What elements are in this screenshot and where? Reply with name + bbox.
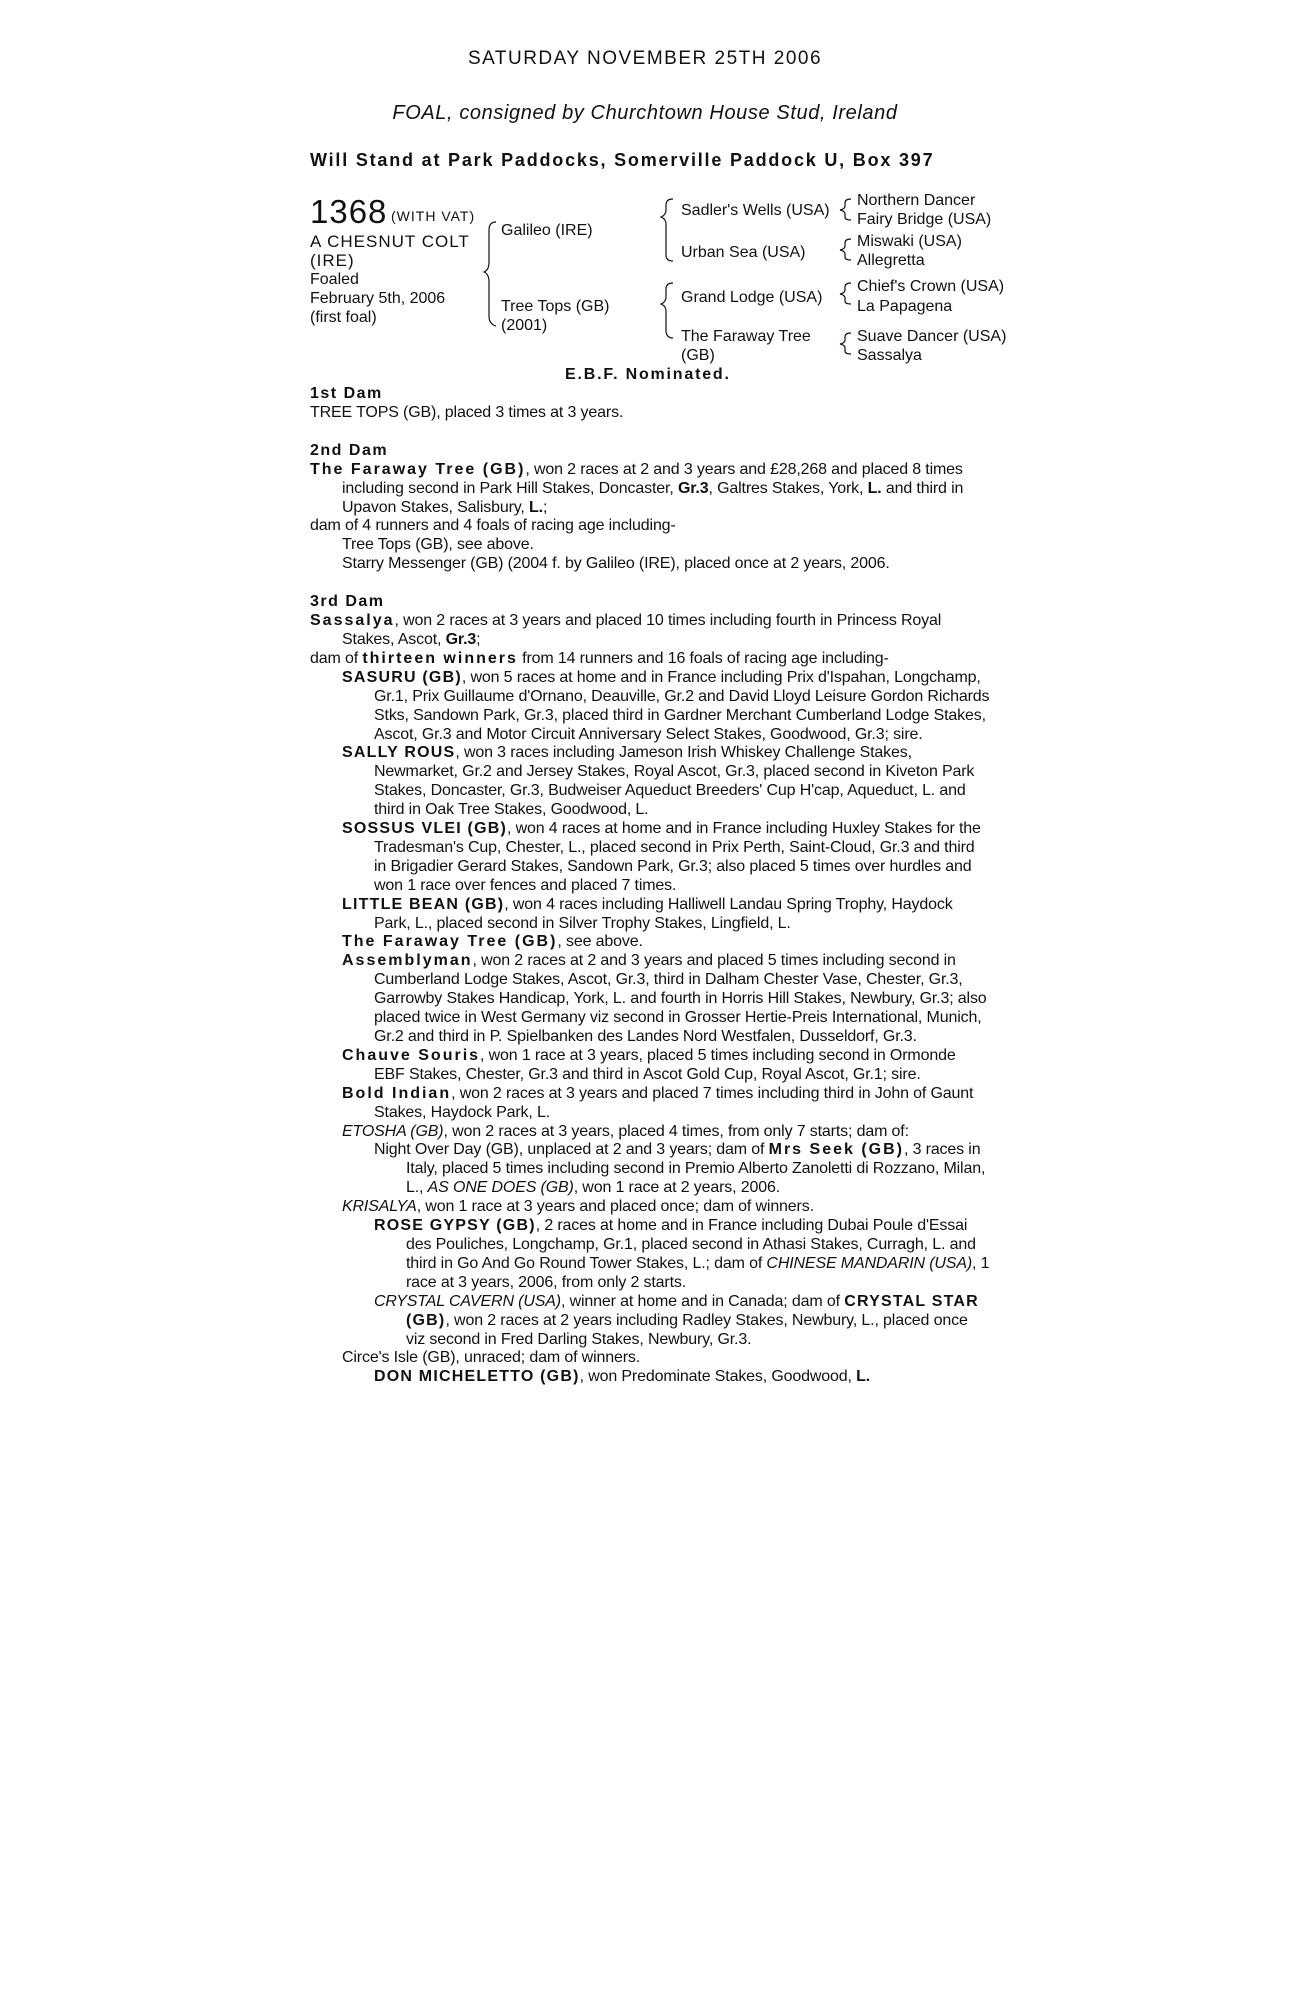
dam: Tree Tops (GB) — [501, 298, 610, 315]
lot-description-2: (IRE) — [310, 251, 355, 270]
foaled-note: (first foal) — [310, 309, 377, 326]
list-item: Starry Messenger (GB) (2004 f. by Galileo (IRE), placed once at 2 years, 2006. — [342, 555, 890, 573]
list-item: SOSSUS VLEI (GB), won 4 races at home and in France including Huxley Stakes for the Tradesman's Cup, Chester, L., placed second in Prix Perth, Saint-Cloud, Gr.3 and third in Brigadier Gerard Stakes, Sandown Park, Gr.3; also placed 5 times over hurdles and won 1 race over fences and placed 7 times. — [342, 820, 981, 894]
horse-name: Chauve Souris — [342, 1046, 481, 1064]
list-item: Bold Indian, won 2 races at 3 years and placed 7 times including third in John of Gaunt Stakes, Haydock Park, L. — [342, 1084, 974, 1121]
horse-name: SASURU (GB) — [342, 668, 462, 686]
grandsire-sire: Northern Dancer — [857, 192, 976, 209]
horse-name: ETOSHA (GB) — [342, 1122, 444, 1140]
granddam-sire: Miswaki (USA) — [857, 233, 962, 250]
grandsire-dam: Fairy Bridge (USA) — [857, 211, 992, 228]
vat-note: (WITH VAT) — [391, 208, 476, 224]
list-item: Night Over Day (GB), unplaced at 2 and 3 years; dam of Mrs Seek (GB), 3 races in Italy, placed 5 times including second in Premio Alberto Zanoletti di Rozzano, Milan, L., AS ONE DOES (GB), won 1 race at 2 years, 2006. — [374, 1141, 986, 1197]
lot-description-1: A CHESNUT COLT — [310, 232, 470, 251]
list-item: ROSE GYPSY (GB), 2 races at home and in France including Dubai Poule d'Essai des Pouliches, Longchamp, Gr.1, placed second in Athasi Stakes, Curragh, L. and third in Go And Go Round Tower Stakes, L.; dam of CHINESE MANDARIN (USA), 1 race at 3 years, 2006, from only 2 starts. — [374, 1217, 990, 1291]
horse-name: Mrs Seek (GB) — [768, 1141, 904, 1159]
second-dam-record: The Faraway Tree (GB), won 2 races at 2 and 3 years and £28,268 and placed 8 times including second in Park Hill Stakes, Doncaster, Gr.3, Galtres Stakes, York, L. and third in Upavon Stakes, Salisbury, L.; — [310, 460, 964, 516]
pedigree-brackets — [0, 0, 1290, 400]
list-item: SALLY ROUS, won 3 races including Jameson Irish Whiskey Challenge Stakes, Newmarket, Gr.2 and Jersey Stakes, Royal Ascot, Gr.3, placed second in Kiveton Park Stakes, Doncaster, Gr.3, Budweiser Aqueduct Breeders' Cup H'cap, Aqueduct, L. and third in Oak Tree Stakes, Goodwood, L. — [342, 744, 975, 819]
horse-name: ROSE GYPSY (GB) — [374, 1217, 536, 1235]
horse-name: SOSSUS VLEI (GB) — [342, 820, 507, 838]
horse-name: Sassalya — [310, 612, 395, 630]
sale-date: SATURDAY NOVEMBER 25TH 2006 — [467, 48, 823, 69]
sire-dam: Urban Sea (USA) — [681, 244, 806, 261]
list-item: SASURU (GB), won 5 races at home and in France including Prix d'Ispahan, Longchamp, Gr.1, Prix Guillaume d'Ornano, Deauville, Gr.2 and David Lloyd Leisure Gordon Richards Stks, Sandown Park, Gr.3, placed third in Gardner Merchant Cumberland Lodge Stakes, Ascot, Gr.3 and Motor Circuit Anniversary Select Stakes, Goodwood, Gr.3; sire. — [342, 668, 990, 743]
first-dam-heading: 1st Dam — [310, 385, 383, 402]
lot-number: 1368 — [310, 193, 388, 230]
dam-granddam-dam: Sassalya — [857, 347, 922, 364]
consignment-line: FOAL, consigned by Churchtown House Stud, Ireland — [392, 102, 898, 124]
list-item: Tree Tops (GB), see above. — [342, 536, 534, 554]
list-item: LITTLE BEAN (GB), won 4 races including Halliwell Landau Spring Trophy, Haydock Park, L., placed second in Silver Trophy Stakes, Lingfield, L. — [342, 895, 953, 932]
list-item: CRYSTAL CAVERN (USA), winner at home and in Canada; dam of CRYSTAL STAR (GB), won 2 races at 2 years including Radley Stakes, Newbury, L., placed once viz second in Fred Darling Stakes, Newbury, Gr.3. — [374, 1292, 979, 1348]
dam-dam-1: The Faraway Tree — [681, 328, 811, 345]
second-dam-produce: dam of 4 runners and 4 foals of racing age including- — [310, 517, 676, 535]
third-dam-produce: dam of thirteen winners from 14 runners and 16 foals of racing age including- — [310, 649, 889, 667]
horse-name: DON MICHELETTO (GB) — [374, 1368, 580, 1386]
third-dam-heading: 3rd Dam — [310, 593, 385, 611]
sire: Galileo (IRE) — [501, 222, 593, 239]
horse-name: LITTLE BEAN (GB) — [342, 895, 505, 913]
horse-name: CRYSTAL CAVERN (USA) — [374, 1292, 561, 1310]
dam-grandsire-dam: La Papagena — [857, 298, 953, 315]
list-item: Circe's Isle (GB), unraced; dam of winners. — [342, 1349, 641, 1367]
horse-name: SALLY ROUS — [342, 744, 456, 762]
list-item: DON MICHELETTO (GB), won Predominate Stakes, Goodwood, L. — [374, 1368, 871, 1386]
granddam-dam: Allegretta — [857, 252, 925, 269]
dam-year: (2001) — [501, 317, 548, 334]
third-dam-record: Sassalya, won 2 races at 3 years and placed 10 times including fourth in Princess Royal Stakes, Ascot, Gr.3; — [310, 612, 942, 648]
list-item: KRISALYA, won 1 race at 3 years and placed once; dam of winners. — [342, 1198, 814, 1216]
list-item: Assemblyman, won 2 races at 2 and 3 years and placed 5 times including second in Cumberland Lodge Stakes, Ascot, Gr.3, third in Dalham Chester Vase, Chester, Gr.3, Garrowby Stakes Handicap, York, L. and fourth in Horris Hill Stakes, Newbury, Gr.3; also placed twice in West Germany viz second in Grosser Hertie-Preis International, Munich, Gr.2 and third in P. Spielbanken des Landes Nord Westfalen, Dusseldorf, Gr.3. — [342, 952, 987, 1045]
horse-name: KRISALYA — [342, 1198, 417, 1216]
sire-sire: Sadler's Wells (USA) — [681, 202, 830, 219]
dam-grandsire-sire: Chief's Crown (USA) — [857, 278, 1005, 295]
horse-name: The Faraway Tree (GB) — [342, 933, 558, 951]
dam-granddam-sire: Suave Dancer (USA) — [857, 328, 1007, 345]
catalogue-body — [310, 385, 990, 1387]
second-dam-heading: 2nd Dam — [310, 441, 389, 459]
horse-name: Bold Indian — [342, 1084, 452, 1102]
dam-sire: Grand Lodge (USA) — [681, 289, 823, 306]
first-dam-text: TREE TOPS (GB), placed 3 times at 3 years. — [310, 403, 624, 421]
dam-dam-2: (GB) — [681, 347, 715, 364]
stand-location: Will Stand at Park Paddocks, Somerville Paddock U, Box 397 — [310, 150, 935, 170]
foaled-date: February 5th, 2006 — [310, 290, 446, 307]
list-item: ETOSHA (GB), won 2 races at 3 years, placed 4 times, from only 7 starts; dam of: — [342, 1122, 909, 1140]
list-item: The Faraway Tree (GB), see above. — [342, 933, 643, 951]
list-item: Chauve Souris, won 1 race at 3 years, placed 5 times including second in Ormonde EBF Stakes, Chester, Gr.3 and third in Ascot Gold Cup, Royal Ascot, Gr.1; sire. — [342, 1046, 956, 1083]
ebf-nominated: E.B.F. Nominated. — [565, 366, 731, 383]
horse-name: The Faraway Tree (GB) — [310, 460, 526, 478]
foaled-label: Foaled — [310, 271, 359, 288]
horse-name: Assemblyman — [342, 952, 473, 970]
